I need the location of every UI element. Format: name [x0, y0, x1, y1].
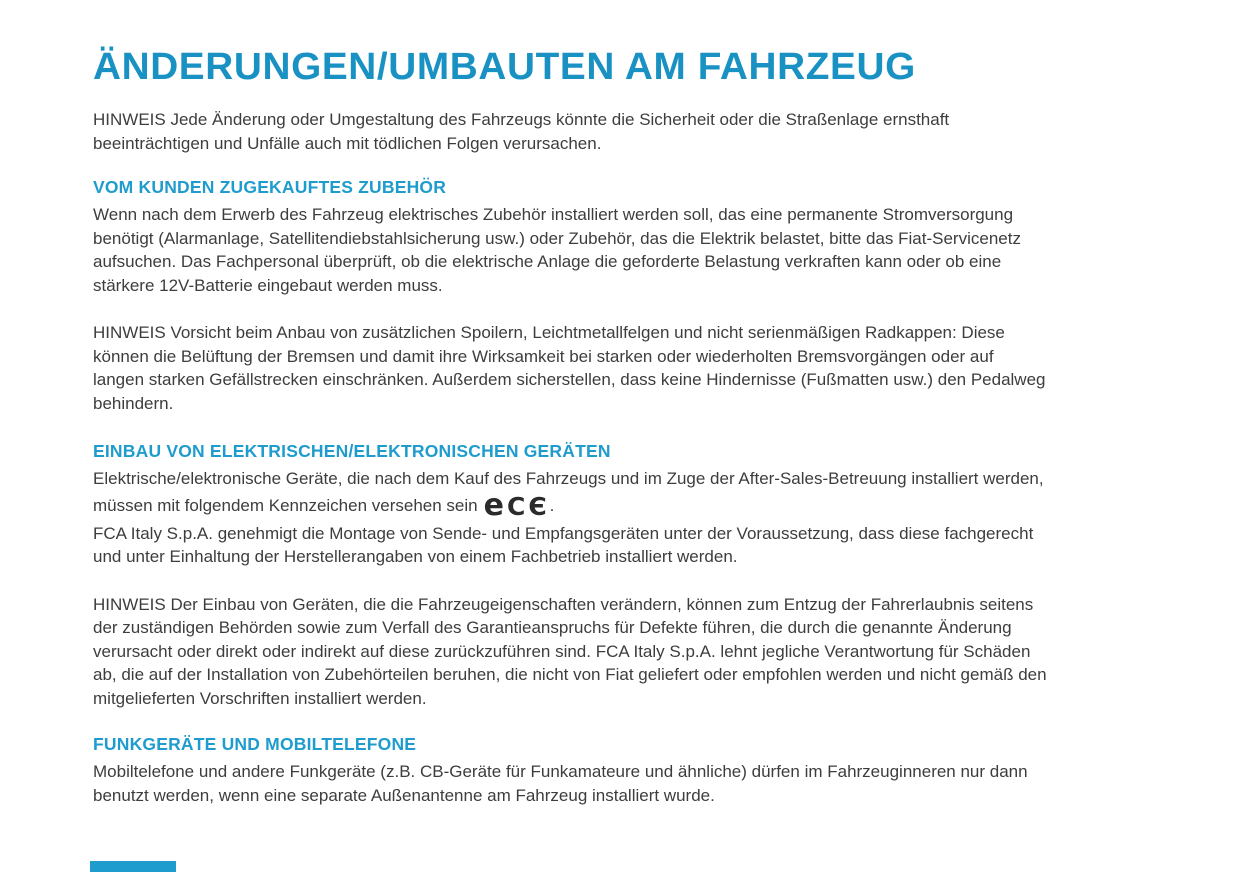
text-line: FCA Italy S.p.A. genehmigt die Montage von Sende- und Empfangsgeräten unter der Voraussetzung, dass diese fachgerecht — [93, 523, 1034, 543]
text-line: ab, die auf der Installation von Zubehörteilen beruhen, die nicht von Fiat geliefert oder empfohlen werden und nicht gemäß den — [93, 665, 1047, 684]
text-line: und unter Einhaltung der Herstellerangaben von einem Fachbetrieb installiert werden. — [93, 547, 738, 566]
text-line: Elektrische/elektronische Geräte, die nach dem Kauf des Fahrzeugs und im Zuge der After-Sales-Betreuung installiert werden, — [93, 469, 1044, 488]
section-heading-einbau-geraete: EINBAU VON ELEKTRISCHEN/ELEKTRONISCHEN GERÄTEN — [93, 441, 611, 461]
paragraph — [93, 203, 1201, 297]
text-segment: müssen mit folgendem Kennzeichen versehen sein — [93, 496, 478, 516]
text-line: HINWEIS Vorsicht beim Anbau von zusätzlichen Spoilern, Leichtmetallfelgen und nicht serienmäßigen Radkappen: Diese — [93, 323, 1005, 342]
paragraph — [93, 593, 1201, 711]
text-line: Mobiltelefone und andere Funkgeräte (z.B. CB-Geräte für Funkamateure und ähnliche) dürfen im Fahrzeuginneren nur dann — [93, 762, 1028, 781]
text-line: behindern. — [93, 393, 174, 413]
section-heading-zubehoer: VOM KUNDEN ZUGEKAUFTES ZUBEHÖR — [93, 177, 447, 197]
text-line: Wenn nach dem Erwerb des Fahrzeug elektrisches Zubehör installiert werden soll, das eine permanente Stromversorgung — [93, 205, 1014, 224]
text-line: verursacht oder direkt oder indirekt auf diese zurückzuführen sind. FCA Italy S.p.A. lehnt jegliche Verantwortung für Schäden — [93, 641, 1031, 661]
text-line: beeinträchtigen und Unfälle auch mit tödlichen Folgen verursachen. — [93, 133, 602, 153]
e-approval-mark-icon: e — [483, 488, 504, 523]
text-line: der zuständigen Behörden sowie zum Verfall des Garantieanspruchs für Defekte führen, die durch die genannte Änderung — [93, 618, 1012, 637]
ce-mark-icon: CЄ — [506, 491, 550, 521]
text-line: benötigt (Alarmanlage, Satellitendiebstahlsicherung usw.) oder Zubehör, das die Elektrik belastet, bitte das Fiat-Servicenetz — [93, 228, 1021, 248]
text-line: stärkere 12V-Batterie eingebaut werden muss. — [93, 275, 443, 295]
intro-paragraph — [93, 108, 1201, 155]
paragraph — [93, 467, 1201, 569]
text-segment: . — [549, 496, 555, 516]
text-line: mitgelieferten Vorschriften installiert werden. — [93, 688, 427, 708]
text-line: HINWEIS Der Einbau von Geräten, die die Fahrzeugeigenschaften verändern, können zum Entzug der Fahrerlaubnis seitens — [93, 594, 1034, 614]
text-line: aufsuchen. Das Fachpersonal überprüft, ob die elektrische Anlage die geforderte Belastung verkraften kann oder ob eine — [93, 252, 1002, 271]
text-line-with-marks — [93, 488, 1201, 523]
page-footer-accent-bar — [90, 861, 176, 872]
page-title: ÄNDERUNGEN/UMBAUTEN AM FAHRZEUG — [93, 46, 916, 88]
section-heading-funkgeraete: FUNKGERÄTE UND MOBILTELEFONE — [93, 734, 417, 754]
text-line: benutzt werden, wenn eine separate Außenantenne am Fahrzeug installiert wurde. — [93, 785, 715, 805]
text-line: langen starken Gefällstrecken einschränken. Außerdem sicherstellen, dass keine Hindernisse (Fußmatten usw.) den Pedalweg — [93, 370, 1046, 389]
text-line: HINWEIS Jede Änderung oder Umgestaltung des Fahrzeugs könnte die Sicherheit oder die Straßenlage ernsthaft — [93, 110, 950, 129]
text-line: können die Belüftung der Bremsen und damit ihre Wirksamkeit bei starken oder wiederholten Bremsvorgängen oder auf — [93, 346, 994, 366]
paragraph — [93, 321, 1201, 415]
paragraph — [93, 760, 1201, 807]
